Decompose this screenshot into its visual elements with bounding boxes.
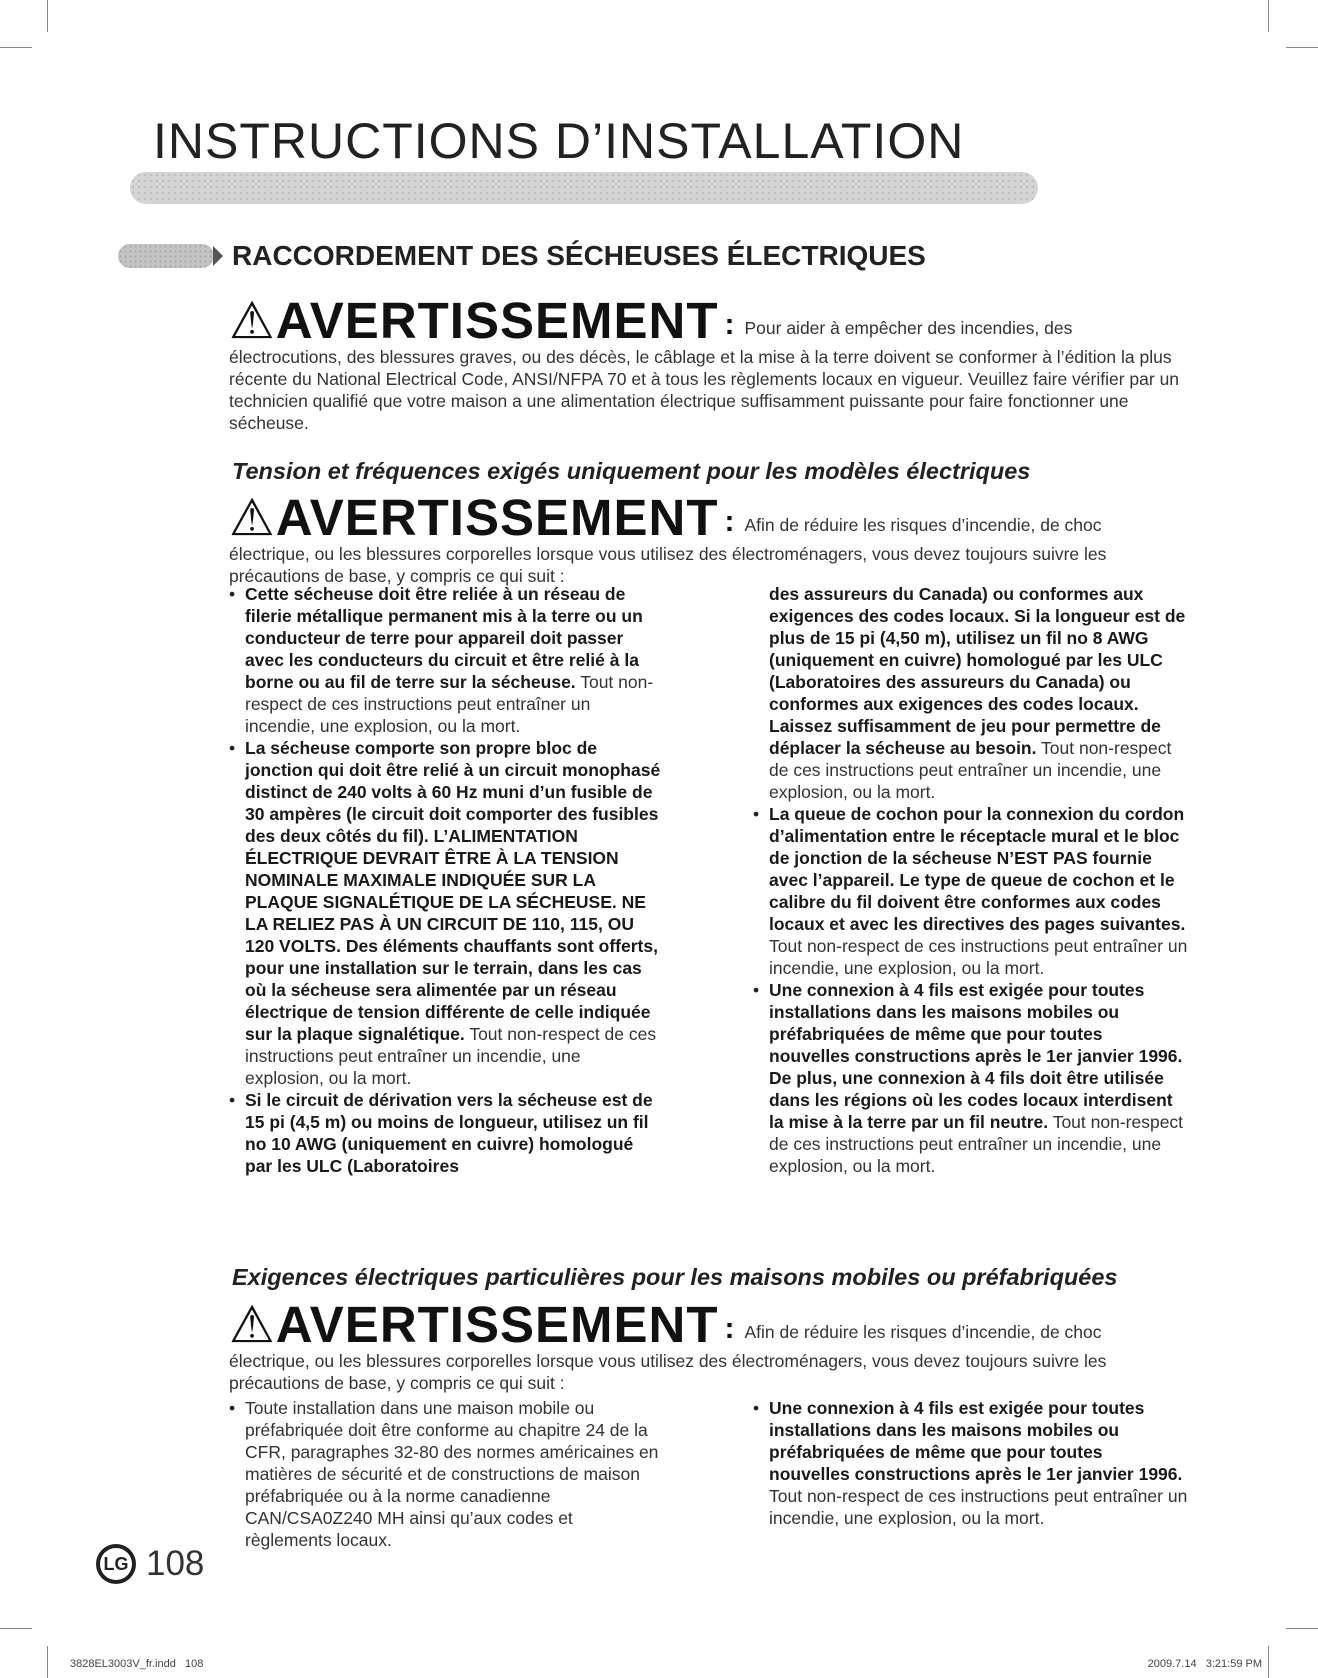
bullet-bold-text: La sécheuse comporte son propre bloc de jonction qui doit être relié à un circuit monophasé distinct de 240 volts à 60 Hz muni d’un fusible de 30 ampères (le circuit doit comporter des fusibles des deux côtés du fil). L’ALIMENTATION ÉLECTRIQUE DEVRAIT ÊTRE À LA TENSION NOMINALE MAXIMALE INDIQUÉE SUR LA PLAQUE SIGNALÉTIQUE DE LA SÉCHEUSE. NE LA RELIEZ PAS À UN CIRCUIT DE 110, 115, OU 120 VOLTS. Des éléments chauffants sont offerts, pour une installation sur le terrain, dans les cas où la sécheuse sera alimentée par un réseau électrique de tension différente de celle indiquée sur la plaque signalétique. [245, 738, 661, 1044]
list-item [229, 583, 664, 737]
warning-triangle-icon: ⚠ [229, 489, 276, 546]
warning-block-3 [229, 1296, 1181, 1394]
lg-logo-text: LG [100, 1548, 132, 1580]
bullet-text: Toute installation dans une maison mobile ou préfabriquée doit être conforme au chapitre 24 de la CFR, paragraphes 32-80 des normes américaines en matières de sécurité et de constructions de maison préfabriquée ou à la norme canadienne CAN/CSA0Z240 MH ainsi qu’aux codes et règlements locaux. [245, 1398, 659, 1550]
warning-block-2 [229, 489, 1181, 587]
warning-text: Afin de réduire les risques d’incendie, de choc électrique, ou les blessures corporelles lorsque vous utilisez des électroménagers, vous devez toujours suivre les précautions de base, y compris ce qui suit : [229, 1322, 1107, 1393]
warning-triangle-icon: ⚠ [229, 1296, 276, 1353]
list-item [753, 1397, 1188, 1529]
warning-heading [229, 489, 719, 546]
footer-filename: 3828EL3003V_fr.indd 108 [70, 1658, 204, 1670]
bullet-bold-text: La queue de cochon pour la connexion du cordon d’alimentation entre le réceptacle mural et le bloc de jonction de la sécheuse N’EST PAS fournie avec l’appareil. Le type de queue de cochon et le calibre du fil doivent être conformes aux codes locaux et avec les directives des pages suivantes. [769, 804, 1186, 934]
crop-mark [0, 1628, 32, 1629]
bullet-bold-text: Une connexion à 4 fils est exigée pour toutes installations dans les maisons mobiles ou préfabriquées de même que pour toutes nouvelles constructions après le 1er janvier 1996. De plus, une connexion à 4 fils doit être utilisée dans les régions où les codes locaux interdisent la mise à la terre par un fil neutre. [769, 980, 1183, 1132]
list-item [229, 737, 664, 1089]
bullet-text: Tout non-respect de ces instructions peut entraîner un incendie, une explosion, ou la mort. [769, 1486, 1188, 1528]
right-column-1 [753, 583, 1188, 1177]
subsection-title-2: Exigences électriques particulières pour les maisons mobiles ou préfabriquées [232, 1264, 1118, 1290]
crop-mark [0, 47, 32, 48]
warning-text: Afin de réduire les risques d’incendie, de choc électrique, ou les blessures corporelles lorsque vous utilisez des électroménagers, vous devez toujours suivre les précautions de base, y compris ce qui suit : [229, 515, 1107, 586]
list-item [229, 1397, 664, 1551]
crop-mark [1268, 0, 1269, 32]
warning-block-1 [229, 292, 1181, 434]
left-column-1 [229, 583, 664, 1177]
crop-mark [1286, 1628, 1318, 1629]
bullet-text: Tout non-respect de ces instructions peut entraîner un incendie, une explosion, ou la mort. [245, 672, 654, 736]
crop-mark [47, 1646, 48, 1678]
list-item [229, 1089, 664, 1177]
bullet-bold-text: Une connexion à 4 fils est exigée pour toutes installations dans les maisons mobiles ou préfabriquées de même que pour toutes nouvelles constructions après le 1er janvier 1996. [769, 1398, 1183, 1484]
page-title: INSTRUCTIONS D’INSTALLATION [153, 113, 965, 169]
warning-heading-text: AVERTISSEMENT [275, 489, 719, 546]
lg-logo-icon [96, 1544, 136, 1584]
warning-text: Pour aider à empêcher des incendies, des électrocutions, des blessures graves, ou des décès, le câblage et la mise à la terre doivent se conformer à l’édition la plus récente du National Electrical Code, ANSI/NFPA 70 et à tous les règlements locaux en vigueur. Veuillez faire vérifier par un technicien qualifié que votre maison a une alimentation électrique suffisamment puissante pour faire fonctionner une sécheuse. [229, 318, 1180, 433]
warning-colon: : [724, 308, 735, 341]
bullet-bold-text: Si le circuit de dérivation vers la sécheuse est de 15 pi (4,5 m) ou moins de longueur, utilisez un fil no 10 AWG (uniquement en cuivre) homologué par les ULC (Laboratoires [245, 1090, 653, 1176]
page-number: 108 [146, 1544, 205, 1583]
warning-colon: : [724, 1312, 735, 1345]
crop-mark [1268, 1646, 1269, 1678]
warning-heading-text: AVERTISSEMENT [275, 292, 719, 349]
crop-mark [1286, 47, 1318, 48]
list-item [753, 979, 1188, 1177]
section-arrow-icon [213, 246, 223, 266]
crop-mark [47, 0, 48, 32]
right-column-2 [753, 1397, 1188, 1529]
bullet-bold-text: des assureurs du Canada) ou conformes aux exigences des codes locaux. Si la longueur est de plus de 15 pi (4,50 m), utilisez un fil no 8 AWG (uniquement en cuivre) homologué par les ULC (Laboratoires des assureurs du Canada) ou conformes aux exigences des codes locaux. Laissez suffisamment de jeu pour permettre de déplacer la sécheuse au besoin. [769, 584, 1186, 758]
warning-triangle-icon: ⚠ [229, 292, 276, 349]
section-pill-decoration [118, 244, 214, 268]
warning-colon: : [724, 505, 735, 538]
title-decorative-bar [130, 172, 1038, 204]
warning-heading-text: AVERTISSEMENT [275, 1296, 719, 1353]
bullet-text: Tout non-respect de ces instructions peut entraîner un incendie, une explosion, ou la mort. [769, 738, 1172, 802]
bullet-bold-text: Cette sécheuse doit être reliée à un réseau de filerie métallique permanent mis à la terre ou un conducteur de terre pour appareil doit passer avec les conducteurs du circuit et être relié à la borne ou au fil de terre sur la sécheuse. [245, 584, 643, 692]
section-title: RACCORDEMENT DES SÉCHEUSES ÉLECTRIQUES [232, 240, 926, 271]
left-column-2 [229, 1397, 664, 1551]
footer-timestamp: 2009.7.14 3:21:59 PM [1147, 1658, 1262, 1670]
subsection-title-1: Tension et fréquences exigés uniquement pour les modèles électriques [232, 458, 1031, 484]
bullet-text: Tout non-respect de ces instructions peut entraîner un incendie, une explosion, ou la mort. [769, 936, 1188, 978]
bullet-text: Tout non-respect de ces instructions peut entraîner un incendie, une explosion, ou la mort. [245, 1024, 657, 1088]
warning-heading [229, 292, 719, 349]
list-item [753, 803, 1188, 979]
list-item-continued [753, 583, 1188, 803]
warning-heading [229, 1296, 719, 1353]
bullet-text: Tout non-respect de ces instructions peut entraîner un incendie, une explosion, ou la mort. [769, 1112, 1184, 1176]
